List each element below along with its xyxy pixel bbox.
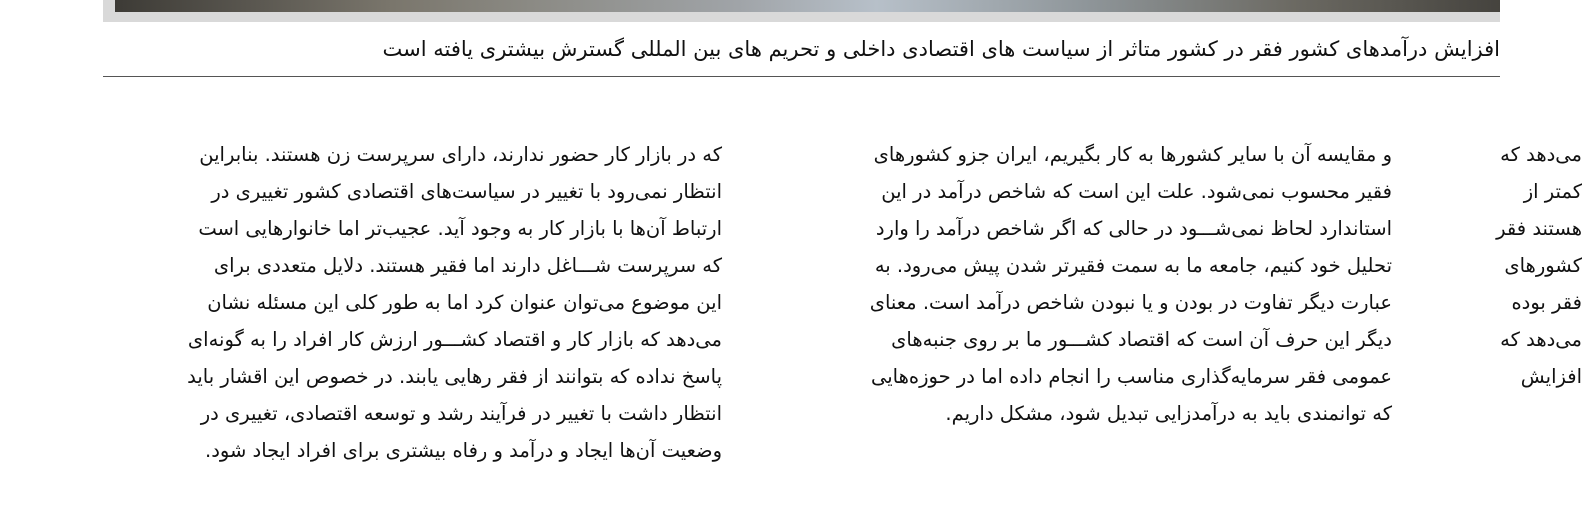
caption-divider bbox=[103, 76, 1500, 77]
column-line: و مقایسه آن با سایر کشورها به کار بگیریم، ایران جزو کشورهای bbox=[873, 143, 1392, 166]
column-line: عمومی فقر سرمایه‌گذاری مناسب را انجام داده اما در حوزه‌هایی bbox=[870, 365, 1392, 388]
column-line: هستند فقر bbox=[1496, 217, 1582, 240]
column-line: پاسخ نداده که بتوانند از فقر رهایی یابند. در خصوص این اقشار باید bbox=[187, 365, 722, 388]
column-line: این موضوع می‌توان عنوان کرد اما به طور کلی این مسئله نشان bbox=[207, 291, 722, 314]
column-line: که توانمندی باید به درآمدزایی تبدیل شود، مشکل داریم. bbox=[945, 402, 1392, 425]
column-line: افزایش bbox=[1520, 365, 1582, 388]
column-line: عبارت دیگر تفاوت در بودن و یا نبودن شاخص درآمد است. معنای bbox=[869, 291, 1392, 314]
column-line: دیگر این حرف آن است که اقتصاد کشـــور ما بر روی جنبه‌های bbox=[891, 328, 1392, 351]
column-line: فقر بوده bbox=[1511, 291, 1582, 314]
article-column-middle bbox=[780, 136, 1392, 432]
column-line: انتظار داشت با تغییر در فرآیند رشد و توسعه اقتصادی، تغییری در bbox=[200, 402, 722, 425]
column-line: استاندارد لحاظ نمی‌شـــود در حالی که اگر شاخص درآمد را وارد bbox=[875, 217, 1392, 240]
article-column-left bbox=[110, 136, 722, 469]
article-column-right bbox=[1442, 136, 1582, 395]
column-line: وضعیت آن‌ها ایجاد و درآمد و رفاه بیشتری برای افراد ایجاد شود. bbox=[205, 439, 722, 462]
column-line: که سرپرست شـــاغل دارند اما فقیر هستند. دلایل متعددی برای bbox=[213, 254, 722, 277]
article-photo bbox=[115, 0, 1500, 12]
column-line: می‌دهد که bbox=[1500, 143, 1582, 166]
column-line: تحلیل خود کنیم، جامعه ما به سمت فقیرتر شدن پیش می‌رود. به bbox=[874, 254, 1392, 277]
column-line: که در بازار کار حضور ندارند، دارای سرپرست زن هستند. بنابراین bbox=[199, 143, 722, 166]
column-line: کشورهای bbox=[1504, 254, 1582, 277]
column-line: فقیر محسوب نمی‌شود. علت این است که شاخص درآمد در این bbox=[881, 180, 1392, 203]
column-line: می‌دهد که بازار کار و اقتصاد کشـــور ارزش کار افراد را به گونه‌ای bbox=[187, 328, 722, 351]
column-line: می‌دهد که bbox=[1500, 328, 1582, 351]
column-line: ارتباط آن‌ها با بازار کار به وجود آید. عجیب‌تر اما خانوارهایی است bbox=[198, 217, 722, 240]
article-photo-bottom-edge bbox=[103, 0, 1500, 22]
column-line: کمتر از bbox=[1523, 180, 1582, 203]
column-line: انتظار نمی‌رود با تغییر در سیاست‌های اقتصادی کشور تغییری در bbox=[211, 180, 722, 203]
photo-caption: افزایش درآمدهای کشور فقر در کشور متاثر از سیاست های اقتصادی داخلی و تحریم های بین المللی گسترش بیشتری یافته است bbox=[382, 37, 1500, 61]
